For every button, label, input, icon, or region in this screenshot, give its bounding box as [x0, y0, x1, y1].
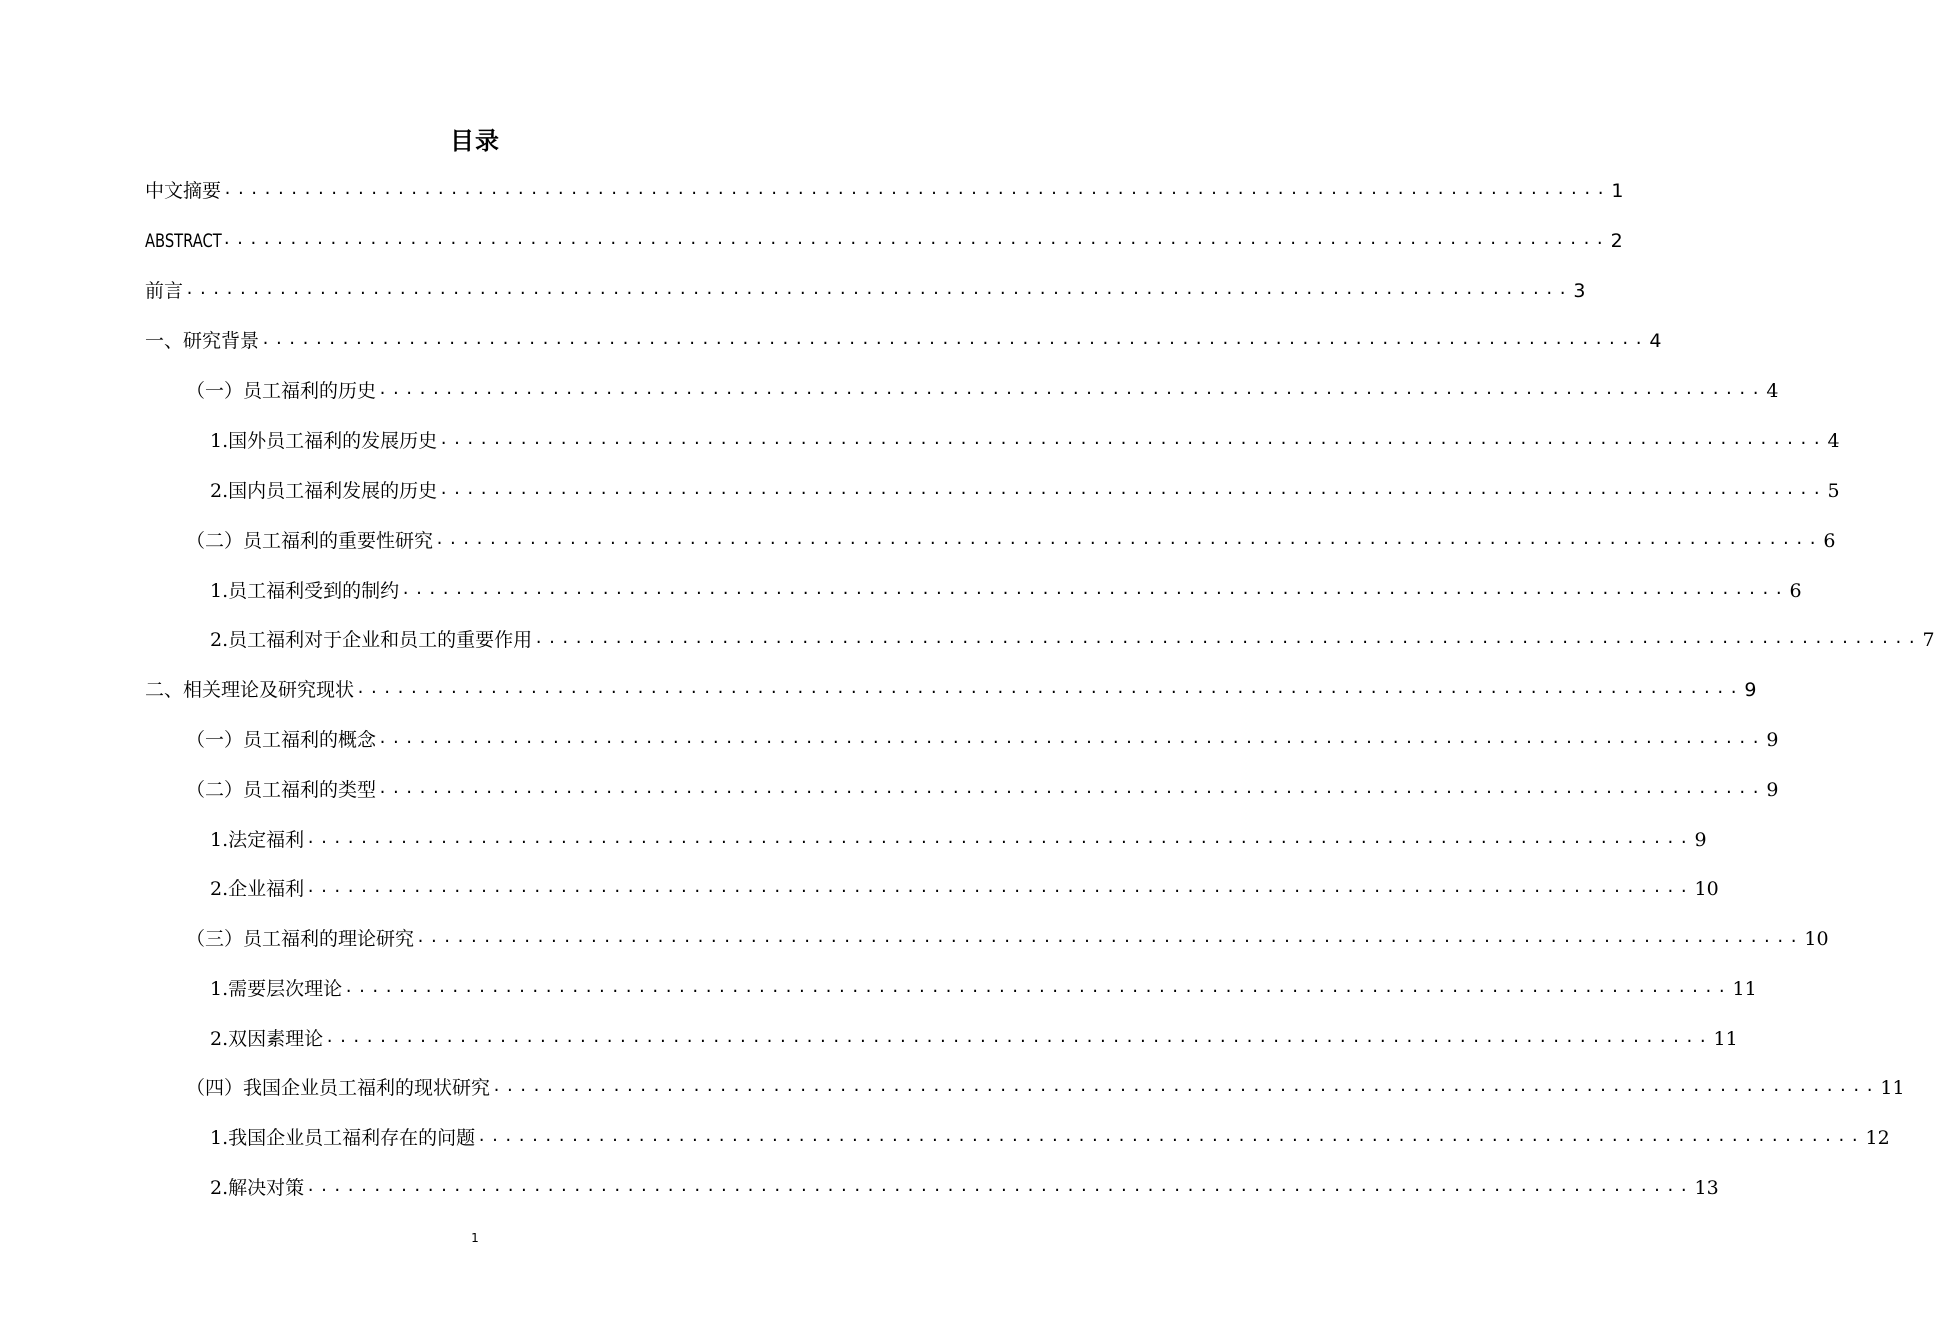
- toc-entry-label: 1.需要层次理论: [210, 978, 343, 1000]
- dot-leader: ........................................................................................................: [492, 1077, 1879, 1095]
- toc-entry-page: 10: [1804, 928, 1829, 950]
- toc-entry-label: （二）员工福利的重要性研究: [186, 530, 434, 552]
- dot-leader: ........................................................................................................: [222, 230, 1609, 248]
- toc-entry-page: 6: [1789, 580, 1802, 602]
- dot-leader: ........................................................................................................: [477, 1127, 1864, 1145]
- dot-leader: ........................................................................................................: [356, 679, 1743, 697]
- toc-entry-section-1-1[interactable]: [186, 376, 1779, 406]
- toc-entry-label: 1.法定福利: [210, 829, 305, 851]
- toc-entry-label: 1.国外员工福利的发展历史: [210, 430, 438, 452]
- toc-entry-page: 9: [1744, 679, 1757, 701]
- dot-leader: ........................................................................................................: [439, 480, 1826, 498]
- toc-entry-label: （三）员工福利的理论研究: [186, 928, 415, 950]
- dot-leader: ........................................................................................................: [325, 1028, 1712, 1046]
- page-number: 1: [471, 1231, 479, 1245]
- toc-entry-label: 二、相关理论及研究现状: [145, 679, 355, 701]
- toc-entry-page: 4: [1766, 380, 1779, 402]
- toc-entry-label: （二）员工福利的类型: [186, 779, 377, 801]
- dot-leader: ........................................................................................................: [435, 530, 1822, 548]
- dot-leader: ........................................................................................................: [306, 878, 1693, 896]
- dot-leader: ........................................................................................................: [185, 280, 1572, 298]
- toc-entry-page: 1: [1611, 180, 1624, 202]
- toc-entry-label: 一、研究背景: [145, 330, 260, 352]
- toc-entry-section-1-2[interactable]: [186, 526, 1836, 556]
- dot-leader: ........................................................................................................: [401, 580, 1788, 598]
- toc-entry-preface[interactable]: [145, 276, 1586, 306]
- dot-leader: ........................................................................................................: [439, 430, 1826, 448]
- toc-entry-page: 11: [1732, 978, 1757, 1000]
- toc-entry-label: 中文摘要: [145, 180, 222, 202]
- toc-entry-subsection-1-1-2[interactable]: [210, 476, 1840, 506]
- toc-entry-page: 10: [1694, 878, 1719, 900]
- toc-entry-section-2-4[interactable]: [186, 1073, 1905, 1103]
- toc-entry-label: （一）员工福利的概念: [186, 729, 377, 751]
- toc-entry-subsection-1-2-2[interactable]: [210, 625, 1935, 655]
- toc-entry-page: 9: [1766, 729, 1779, 751]
- toc-entry-label: （一）员工福利的历史: [186, 380, 377, 402]
- toc-entry-page: 2: [1610, 230, 1623, 252]
- toc-entry-abstract-cn[interactable]: [145, 176, 1624, 206]
- toc-entry-page: 11: [1713, 1028, 1738, 1050]
- toc-entry-page: 9: [1766, 779, 1779, 801]
- toc-entry-page: 5: [1827, 480, 1840, 502]
- toc-entry-label: 1.员工福利受到的制约: [210, 580, 400, 602]
- dot-leader: ........................................................................................................: [223, 180, 1610, 198]
- toc-entry-label: 1.我国企业员工福利存在的问题: [210, 1127, 476, 1149]
- toc-entry-page: 4: [1649, 330, 1662, 352]
- dot-leader: ........................................................................................................: [378, 380, 1765, 398]
- toc-entry-subsection-2-4-1[interactable]: [210, 1123, 1890, 1153]
- page-title: 目录: [450, 127, 500, 155]
- toc-entry-page: 6: [1823, 530, 1836, 552]
- toc-entry-page: 9: [1694, 829, 1707, 851]
- dot-leader: ........................................................................................................: [306, 829, 1693, 847]
- toc-entry-label: 2.企业福利: [210, 878, 305, 900]
- toc-entry-subsection-2-2-2[interactable]: [210, 874, 1719, 904]
- dot-leader: ........................................................................................................: [306, 1177, 1693, 1195]
- toc-entry-page: 13: [1694, 1177, 1719, 1199]
- dot-leader: ........................................................................................................: [344, 978, 1731, 996]
- toc-entry-label: 前言: [145, 280, 184, 302]
- dot-leader: ........................................................................................................: [378, 779, 1765, 797]
- toc-entry-chapter-1[interactable]: [145, 326, 1662, 356]
- toc-entry-page: 4: [1827, 430, 1840, 452]
- toc-entry-subsection-2-3-1[interactable]: [210, 974, 1757, 1004]
- toc-entry-section-2-2[interactable]: [186, 775, 1779, 805]
- toc-entry-label: 2.双因素理论: [210, 1028, 324, 1050]
- dot-leader: ........................................................................................................: [534, 629, 1921, 647]
- dot-leader: ........................................................................................................: [261, 330, 1648, 348]
- toc-entry-page: 3: [1573, 280, 1586, 302]
- toc-entry-label: 2.解决对策: [210, 1177, 305, 1199]
- toc-entry-page: 11: [1880, 1077, 1905, 1099]
- toc-entry-chapter-2[interactable]: [145, 675, 1757, 705]
- toc-entry-section-2-1[interactable]: [186, 725, 1779, 755]
- toc-entry-abstract-en[interactable]: [145, 226, 1623, 256]
- toc-entry-label: ABSTRACT: [145, 230, 222, 252]
- toc-entry-subsection-1-1-1[interactable]: [210, 426, 1840, 456]
- toc-entry-subsection-2-2-1[interactable]: [210, 825, 1707, 855]
- dot-leader: ........................................................................................................: [378, 729, 1765, 747]
- toc-entry-page: 7: [1922, 629, 1935, 651]
- toc-entry-label: 2.员工福利对于企业和员工的重要作用: [210, 629, 533, 651]
- dot-leader: ........................................................................................................: [416, 928, 1803, 946]
- toc-entry-subsection-1-2-1[interactable]: [210, 576, 1802, 606]
- toc-entry-subsection-2-3-2[interactable]: [210, 1024, 1738, 1054]
- toc-entry-subsection-2-4-2[interactable]: [210, 1173, 1719, 1203]
- toc-entry-page: 12: [1865, 1127, 1890, 1149]
- toc-entry-label: 2.国内员工福利发展的历史: [210, 480, 438, 502]
- toc-entry-section-2-3[interactable]: [186, 924, 1829, 954]
- toc-entry-label: （四）我国企业员工福利的现状研究: [186, 1077, 491, 1099]
